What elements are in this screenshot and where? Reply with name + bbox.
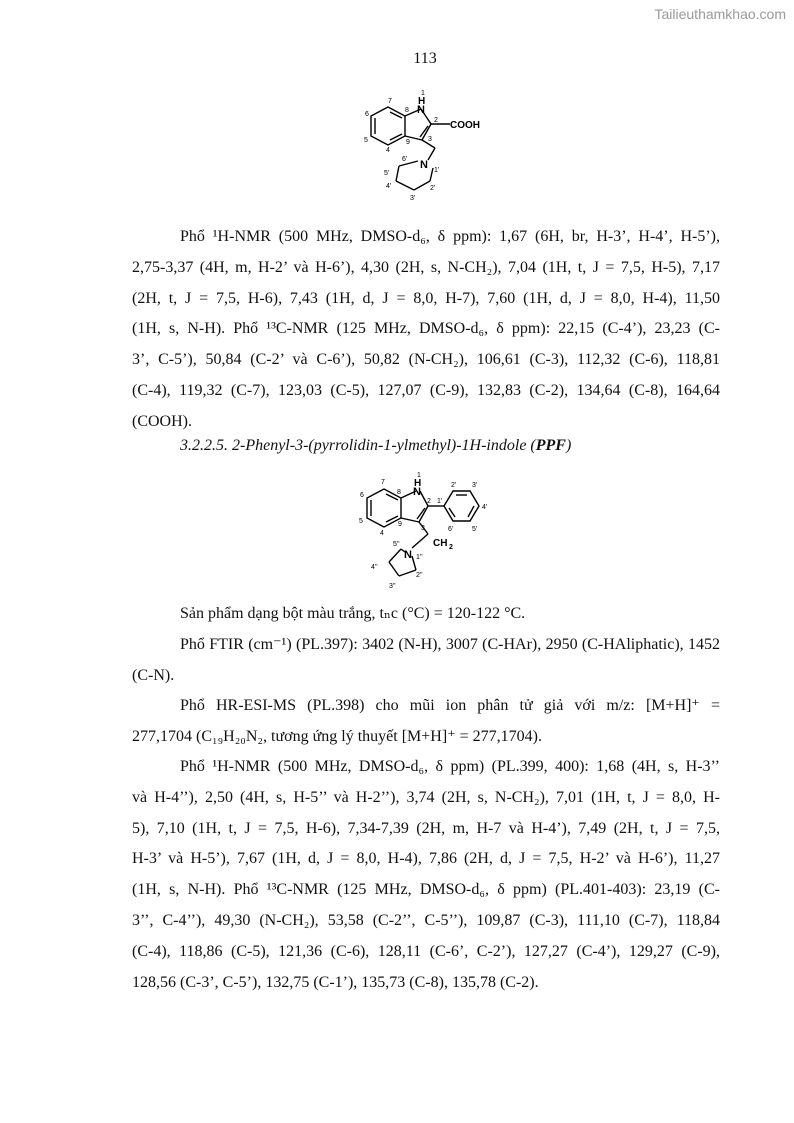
text-line: Phổ FTIR (cm⁻¹) (PL.397): 3402 (N-H), 3007 (C-HAr), 2950 (C-HAliphatic), 1452 <box>180 636 720 653</box>
atom-number: 2 <box>434 117 438 124</box>
atom-number: 6' <box>448 526 454 533</box>
atom-number: 1'' <box>416 554 423 561</box>
atom-number: 5 <box>364 137 368 144</box>
chemical-structure-1 <box>362 86 502 214</box>
atom-number: 8 <box>405 107 409 114</box>
text-line: 128,56 (C-3’, C-5’), 132,75 (C-1’), 135,73 (C-8), 135,78 (C-2). <box>132 973 539 991</box>
text-line: 5), 7,10 (1H, t, J = 7,5, H-6), 7,34-7,39 (2H, m, H-7 và H-4’), 7,49 (2H, t, J = 7,5, <box>132 819 720 837</box>
text-line: (C-N). <box>132 666 175 684</box>
text-line: (C-4), 119,32 (C-7), 123,03 (C-5), 127,07 (C-9), 132,83 (C-2), 134,64 (C-8), 164,64 <box>132 381 720 399</box>
text-line: H-3’ và H-5’), 7,67 (1H, d, J = 8,0, H-4), 7,86 (2H, d, J = 7,5, H-2’ và H-6’), 11,27 <box>132 850 720 868</box>
atom-number: 8 <box>397 489 401 496</box>
watermark: Tailieuthamkhao.com <box>654 6 786 22</box>
atom-number: 1' <box>437 498 443 505</box>
atom-number: 1 <box>421 90 425 97</box>
atom-number: 6 <box>360 492 364 499</box>
chemical-structure-2 <box>350 466 500 594</box>
text-line: và H-4’’), 2,50 (4H, s, H-5’’ và H-2’’), 3,74 (2H, s, N-CH₂), 7,01 (1H, t, J = 8,0, H- <box>132 788 720 806</box>
ch2-subscript: 2 <box>449 544 453 551</box>
h-label: H <box>414 478 422 489</box>
atom-number: 1 <box>417 472 421 479</box>
ch2-label: CH <box>433 538 448 549</box>
h-label: H <box>418 96 426 107</box>
nh-label: N <box>417 104 425 116</box>
structure-2-drawing <box>350 466 500 594</box>
atom-number: 9 <box>406 139 410 146</box>
text-line: (1H, s, N-H). Phổ ¹³C-NMR (125 MHz, DMSO-d₆, δ ppm) (PL.401-403): 23,19 (C- <box>132 881 720 899</box>
atom-number: 6' <box>402 156 408 163</box>
text-line: Sản phẩm dạng bột màu trắng, tₙc (°C) = 120-122 °C. <box>180 605 526 622</box>
atom-number: 3' <box>472 482 478 489</box>
nh-label: N <box>413 486 421 498</box>
paragraph-ms <box>132 691 720 753</box>
text-line: (COOH). <box>132 412 192 430</box>
cooh-label: COOH <box>450 120 480 131</box>
atom-number: 4 <box>380 530 384 537</box>
atom-number: 1' <box>434 167 440 174</box>
atom-number: 2 <box>427 498 431 505</box>
atom-number: 4 <box>386 147 390 154</box>
heading-title: 3.2.2.5. 2-Phenyl-3-(pyrrolidin-1-ylmethyl)-1H-indole <box>180 437 527 454</box>
atom-number: 4' <box>386 183 392 190</box>
paragraph-product <box>132 599 720 630</box>
atom-number: 6 <box>365 111 369 118</box>
text-line: (C-4), 118,86 (C-5), 121,36 (C-6), 128,11 (C-6’, C-2’), 127,27 (C-4’), 129,27 (C-9), <box>132 942 720 960</box>
n-label: N <box>420 159 428 171</box>
text-line: (2H, t, J = 7,5, H-6), 7,43 (1H, d, J = 8,0, H-7), 7,60 (1H, d, J = 8,0, H-4), 11,50 <box>132 289 720 307</box>
page-number: 113 <box>413 50 437 67</box>
atom-number: 2'' <box>416 572 423 579</box>
text-line: 277,1704 (C₁₉H₂₀N₂, tương ứng lý thuyết [M+H]⁺ = 277,1704). <box>132 727 542 745</box>
text-line: Phổ ¹H-NMR (500 MHz, DMSO-d₆, δ ppm): 1,67 (6H, br, H-3’, H-4’, H-5’), <box>180 228 720 245</box>
text-line: 2,75-3,37 (4H, m, H-2’ và H-6’), 4,30 (2H, s, N-CH₂), 7,04 (1H, t, J = 7,5, H-5), 7,17 <box>132 258 720 276</box>
heading-abbr: PPF <box>535 437 566 454</box>
text-line: Phổ ¹H-NMR (500 MHz, DMSO-d₆, δ ppm) (PL.399, 400): 1,68 (4H, s, H-3’’ <box>180 758 720 775</box>
paragraph-nmr-1 <box>132 222 720 438</box>
atom-number: 5 <box>359 518 363 525</box>
text-line: 3’’, C-4’’), 49,30 (N-CH₂), 53,58 (C-2’’, C-5’’), 109,87 (C-3), 111,10 (C-7), 118,84 <box>132 911 720 929</box>
atom-number: 7 <box>381 479 385 486</box>
structure-1-drawing <box>362 86 502 214</box>
atom-number: 4' <box>482 504 488 511</box>
atom-number: 3'' <box>389 583 396 590</box>
n-label: N <box>404 549 412 561</box>
text-line: 3’, C-5’), 50,84 (C-2’ và C-6’), 50,82 (N-CH₂), 106,61 (C-3), 112,32 (C-6), 118,81 <box>132 351 720 369</box>
atom-number: 7 <box>388 98 392 105</box>
atom-number: 5' <box>384 170 390 177</box>
text-line: Phổ HR-ESI-MS (PL.398) cho mũi ion phân tử giả với m/z: [M+H]⁺ = <box>180 697 720 714</box>
section-heading: 3.2.2.5. 2-Phenyl-3-(pyrrolidin-1-ylmethyl)-1H-indole (PPF) <box>180 437 572 454</box>
atom-number: 3 <box>428 136 432 143</box>
paragraph-ftir <box>132 630 720 692</box>
text-line: (1H, s, N-H). Phổ ¹³C-NMR (125 MHz, DMSO-d₆, δ ppm): 22,15 (C-4’), 23,23 (C- <box>132 320 720 338</box>
atom-number: 2' <box>430 185 436 192</box>
paragraph-nmr-2 <box>132 752 720 998</box>
atom-number: 5'' <box>393 541 400 548</box>
atom-number: 5' <box>472 526 478 533</box>
atom-number: 4'' <box>371 564 378 571</box>
atom-number: 9 <box>398 521 402 528</box>
atom-number: 3 <box>421 525 425 532</box>
atom-number: 2' <box>451 482 457 489</box>
atom-number: 3' <box>410 195 416 202</box>
